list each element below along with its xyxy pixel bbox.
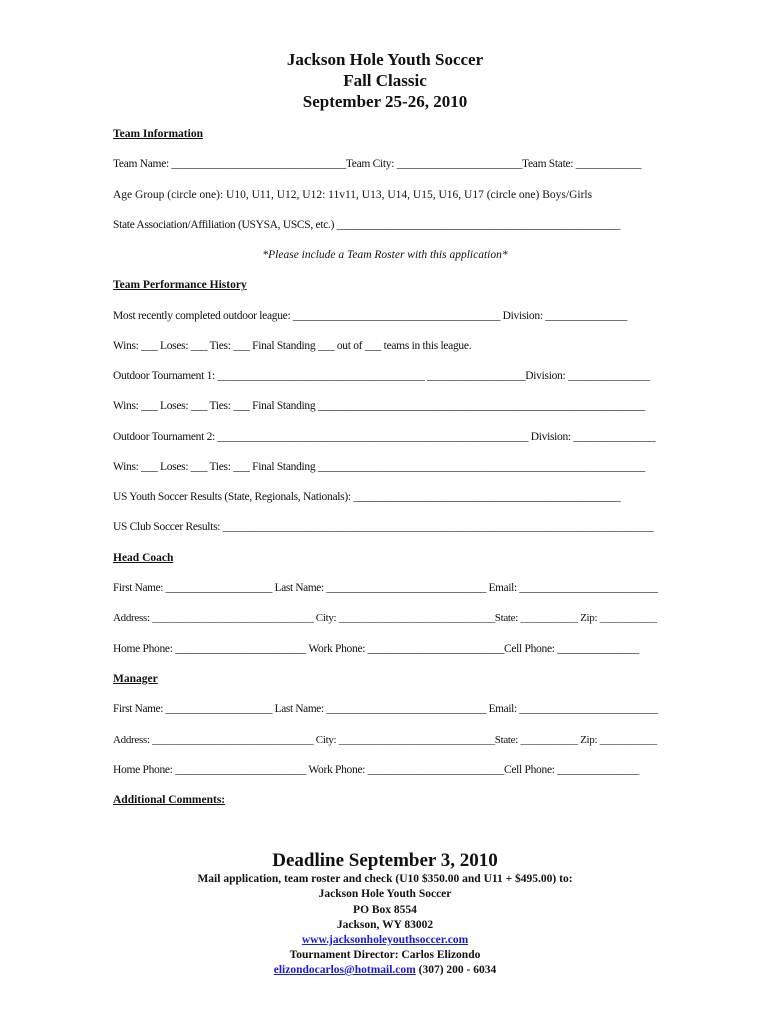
roster-note: *Please include a Team Roster with this application*: [262, 249, 508, 261]
contact-phone: (307) 200 - 6034: [415, 964, 497, 976]
league-record-fields[interactable]: Wins: ___ Loses: ___ Ties: ___ Final Standing ___ out of ___ teams in this league.: [113, 340, 472, 352]
us-youth-results-field[interactable]: US Youth Soccer Results (State, Regionals, Nationals): _________________________________________________: [113, 491, 621, 503]
team-name-city-state-fields[interactable]: Team Name: ________________________________Team City: _______________________Team State: ____________: [113, 158, 642, 170]
mail-city: Jackson, WY 83002: [336, 919, 434, 931]
age-group-fields[interactable]: Age Group (circle one): U10, U11, U12, U12: 11v11, U13, U14, U15, U16, U17 (circle one) Boys/Girls: [113, 189, 593, 201]
additional-comments-heading[interactable]: Additional Comments:: [113, 794, 226, 806]
coach-name-email-fields[interactable]: First Name: ____________________ Last Name: ______________________________ Email: __________________________: [113, 582, 658, 594]
team-information-heading: Team Information: [113, 128, 203, 140]
coach-phone-fields[interactable]: Home Phone: ________________________ Work Phone: _________________________Cell Phone: _______________: [113, 643, 639, 655]
us-club-results-field[interactable]: US Club Soccer Results: _______________________________________________________________________________: [113, 521, 654, 533]
coach-address-fields[interactable]: Address: _______________________________ City: ______________________________State: ___________ Zip: ___________: [113, 612, 657, 624]
contact-line: [0, 963, 770, 978]
website-line: [0, 933, 770, 948]
state-association-field[interactable]: State Association/Affiliation (USYSA, USCS, etc.) ____________________________________________________: [113, 219, 621, 231]
form-title: Jackson Hole Youth Soccer: [286, 50, 484, 69]
email-link[interactable]: elizondocarlos@hotmail.com: [273, 964, 416, 976]
manager-heading: Manager: [113, 673, 158, 685]
event-dates: September 25-26, 2010: [302, 92, 468, 111]
deadline: Deadline September 3, 2010: [272, 850, 498, 871]
team-performance-heading: Team Performance History: [113, 279, 247, 291]
manager-address-fields[interactable]: Address: _______________________________ City: ______________________________State: ___________ Zip: ___________: [113, 734, 657, 746]
tournament-director: Tournament Director: Carlos Elizondo: [289, 949, 481, 961]
event-name: Fall Classic: [343, 71, 427, 90]
manager-phone-fields[interactable]: Home Phone: ________________________ Work Phone: _________________________Cell Phone: _______________: [113, 764, 639, 776]
tournament-1-field[interactable]: Outdoor Tournament 1: ______________________________________ __________________Division: _______________: [113, 370, 650, 382]
mail-po-box: PO Box 8554: [353, 904, 417, 916]
mail-instructions: Mail application, team roster and check (U10 $350.00 and U11 + $495.00) to:: [197, 873, 573, 885]
outdoor-league-field[interactable]: Most recently completed outdoor league: ______________________________________ Division: _______________: [113, 310, 628, 322]
mail-org: Jackson Hole Youth Soccer: [318, 888, 452, 900]
tournament-2-record-fields[interactable]: Wins: ___ Loses: ___ Ties: ___ Final Standing ____________________________________________________________: [113, 461, 645, 473]
head-coach-heading: Head Coach: [113, 552, 174, 564]
tournament-2-field[interactable]: Outdoor Tournament 2: _________________________________________________________ Division: _______________: [113, 431, 656, 443]
tournament-1-record-fields[interactable]: Wins: ___ Loses: ___ Ties: ___ Final Standing ____________________________________________________________: [113, 400, 645, 412]
manager-name-email-fields[interactable]: First Name: ____________________ Last Name: ______________________________ Email: __________________________: [113, 703, 658, 715]
website-link[interactable]: www.jacksonholeyouthsoccer.com: [301, 934, 469, 946]
